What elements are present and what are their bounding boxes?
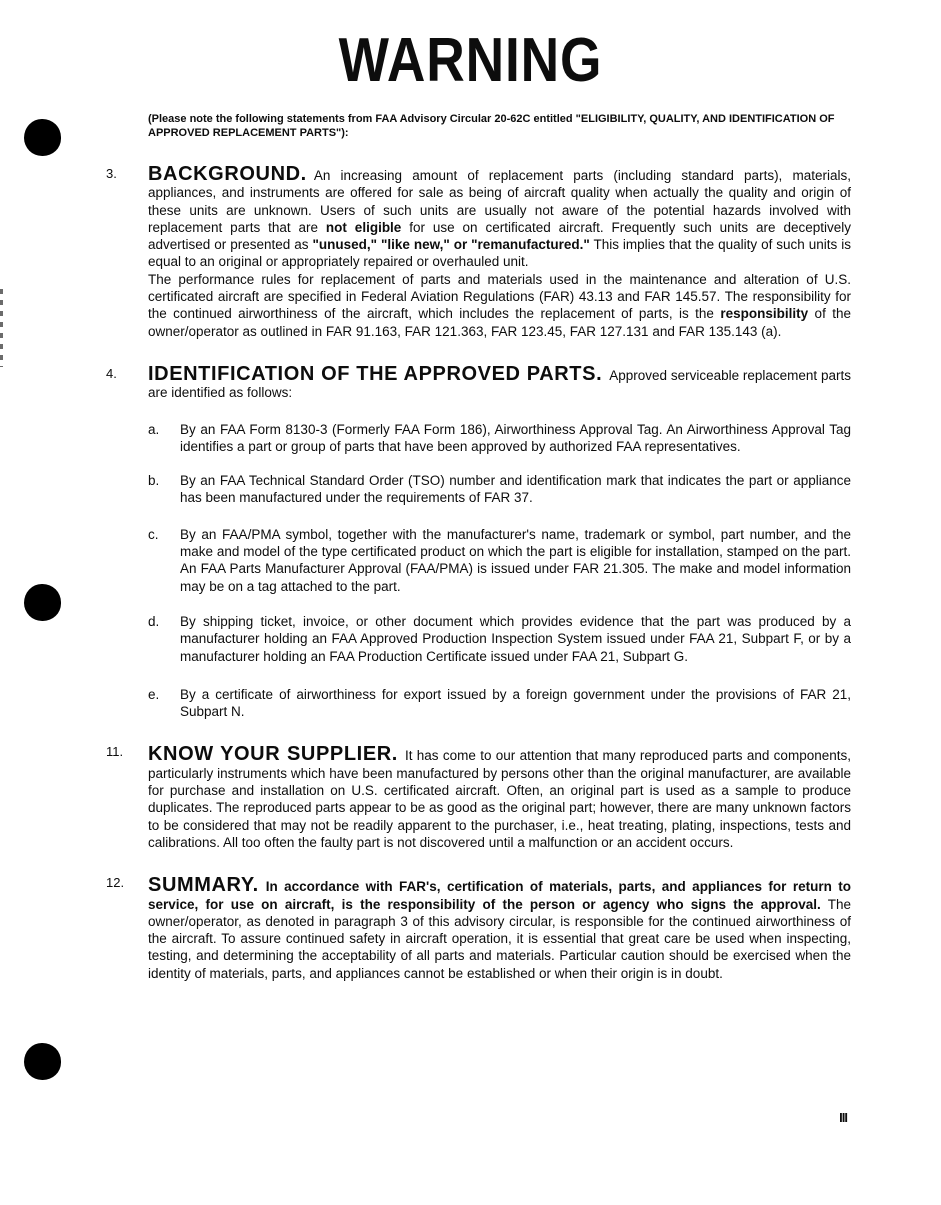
list-item-e <box>148 686 851 721</box>
item-text: By shipping ticket, invoice, or other document which provides evidence that the part was produced by a manufacturer holding an FAA Approved Production Inspection System issued under FAA 21, Subpart F, or by a manufacturer holding an FAA Production Certificate issued under FAA 21, Subpart G. <box>180 613 851 664</box>
section-number: 4. <box>106 365 117 381</box>
scan-artifact <box>0 289 3 367</box>
page-number: III <box>839 1110 847 1125</box>
list-item-c <box>148 526 851 595</box>
item-label: c. <box>148 526 159 542</box>
item-text: By an FAA Technical Standard Order (TSO) number and identification mark that indicates the part or appliance has been manufactured under the requirements of FAR 37. <box>180 473 851 506</box>
section-paragraph: The performance rules for replacement of parts and materials used in the maintenance and alteration of U.S. certificated aircraft are specified in Federal Aviation Regulations (FAR) 43.13 and FAR 145.57. The responsibility for the continued airworthiness of the aircraft, which includes the replacement of parts, is the responsibility of the owner/operator as outlined in FAR 91.163, FAR 121.363, FAR 123.45, FAR 127.131 and FAR 135.143 (a). <box>148 271 851 339</box>
section-paragraph <box>148 164 851 271</box>
section-lead-text: In accordance with FAR's, certification of materials, parts, and appliances for return to service, for use on aircraft, is the responsibility of the person or agency who signs the approval. The owner/operator, as denoted in paragraph 3 of this advisory circular, is responsible for the continued airworthiness of the aircraft. To assure continued safety in aircraft operation, it is essential that great care be used when inspecting, testing, and determining the acceptability of all parts and materials. Particular caution should be exercised when the identity of materials, parts, and appliances cannot be established or when their origin is in doubt. <box>148 879 851 981</box>
section-lead-text: Approved serviceable replacement parts are identified as follows: <box>148 367 851 401</box>
item-text: By an FAA/PMA symbol, together with the manufacturer's name, trademark or symbol, part number, and the make and model of the type certificated product on which the part is eligible for installation, stamped on the part. An FAA Parts Manufacturer Approval (FAA/PMA) is issued under FAR 21.305. The make and model information may be on a tag attached to the part. <box>180 526 851 594</box>
section-heading: BACKGROUND. <box>148 163 307 185</box>
page-title: WARNING <box>338 26 603 95</box>
hole-punch-mark <box>24 119 61 156</box>
section-paragraph <box>148 875 851 982</box>
section-paragraph <box>148 744 851 851</box>
section-summary <box>106 874 851 982</box>
section-paragraph <box>148 364 851 402</box>
section-lead-text: It has come to our attention that many reproduced parts and components, particularly instruments which have been manufactured by persons other than the original manufacturer, are available for purchase and installation on U.S. certificated aircraft. Often, an original part is used as a sample to produce duplicates. The reproduced parts appear to be as good as the original part; however, there are many unknown factors to be considered that may not be readily apparent to the purchaser, i.e., heat treating, plating, inspections, tests and calibrations. All too often the faulty part is not discovered until a malfunction or an accident occurs. <box>148 748 851 850</box>
section-heading: SUMMARY. <box>148 874 259 897</box>
item-label: e. <box>148 686 160 702</box>
document-body <box>106 0 851 982</box>
section-number: 12. <box>106 875 125 891</box>
section-lead-text: An increasing amount of replacement parts (including standard parts), materials, appliances, and instruments are offered for sale as being of aircraft quality when actually the quality and origin of these units are unknown. Users of such units are usually not aware of the potential hazards involved with replacement parts that are not eligible for use on certificated aircraft. Frequently such units are deceptively advertised or presented as "unused," "like new," or "remanufactured." This implies that the quality of such units is equal to an original or appropriately repaired or overhauled unit. <box>148 168 851 270</box>
list-item-d <box>148 613 851 665</box>
advisory-note: (Please note the following statements from FAA Advisory Circular 20-62C entitled "ELIGIBILITY, QUALITY, AND IDENTIFICATION OF APPROVED REPLACEMENT PARTS"): <box>148 113 835 139</box>
list-item-a <box>148 421 851 456</box>
section-heading: IDENTIFICATION OF THE APPROVED PARTS. <box>148 362 603 385</box>
section-heading: KNOW YOUR SUPPLIER. <box>148 743 398 766</box>
hole-punch-mark <box>24 1043 61 1080</box>
item-label: a. <box>148 421 160 437</box>
section-know-your-supplier <box>106 743 851 851</box>
item-label: d. <box>148 613 160 629</box>
section-number: 3. <box>106 166 117 181</box>
section-identification <box>106 362 851 720</box>
item-text: By an FAA Form 8130-3 (Formerly FAA Form 186), Airworthiness Approval Tag. An Airworthiness Approval Tag identifies a part or group of parts that have been approved by authorized FAA representatives. <box>180 421 851 454</box>
hole-punch-mark <box>24 584 61 621</box>
list-item-b <box>148 472 851 507</box>
item-text: By a certificate of airworthiness for export issued by a foreign government under the provisions of FAR 21, Subpart N. <box>180 686 851 720</box>
section-number: 11. <box>106 744 124 760</box>
item-label: b. <box>148 473 160 489</box>
section-background <box>106 163 851 340</box>
